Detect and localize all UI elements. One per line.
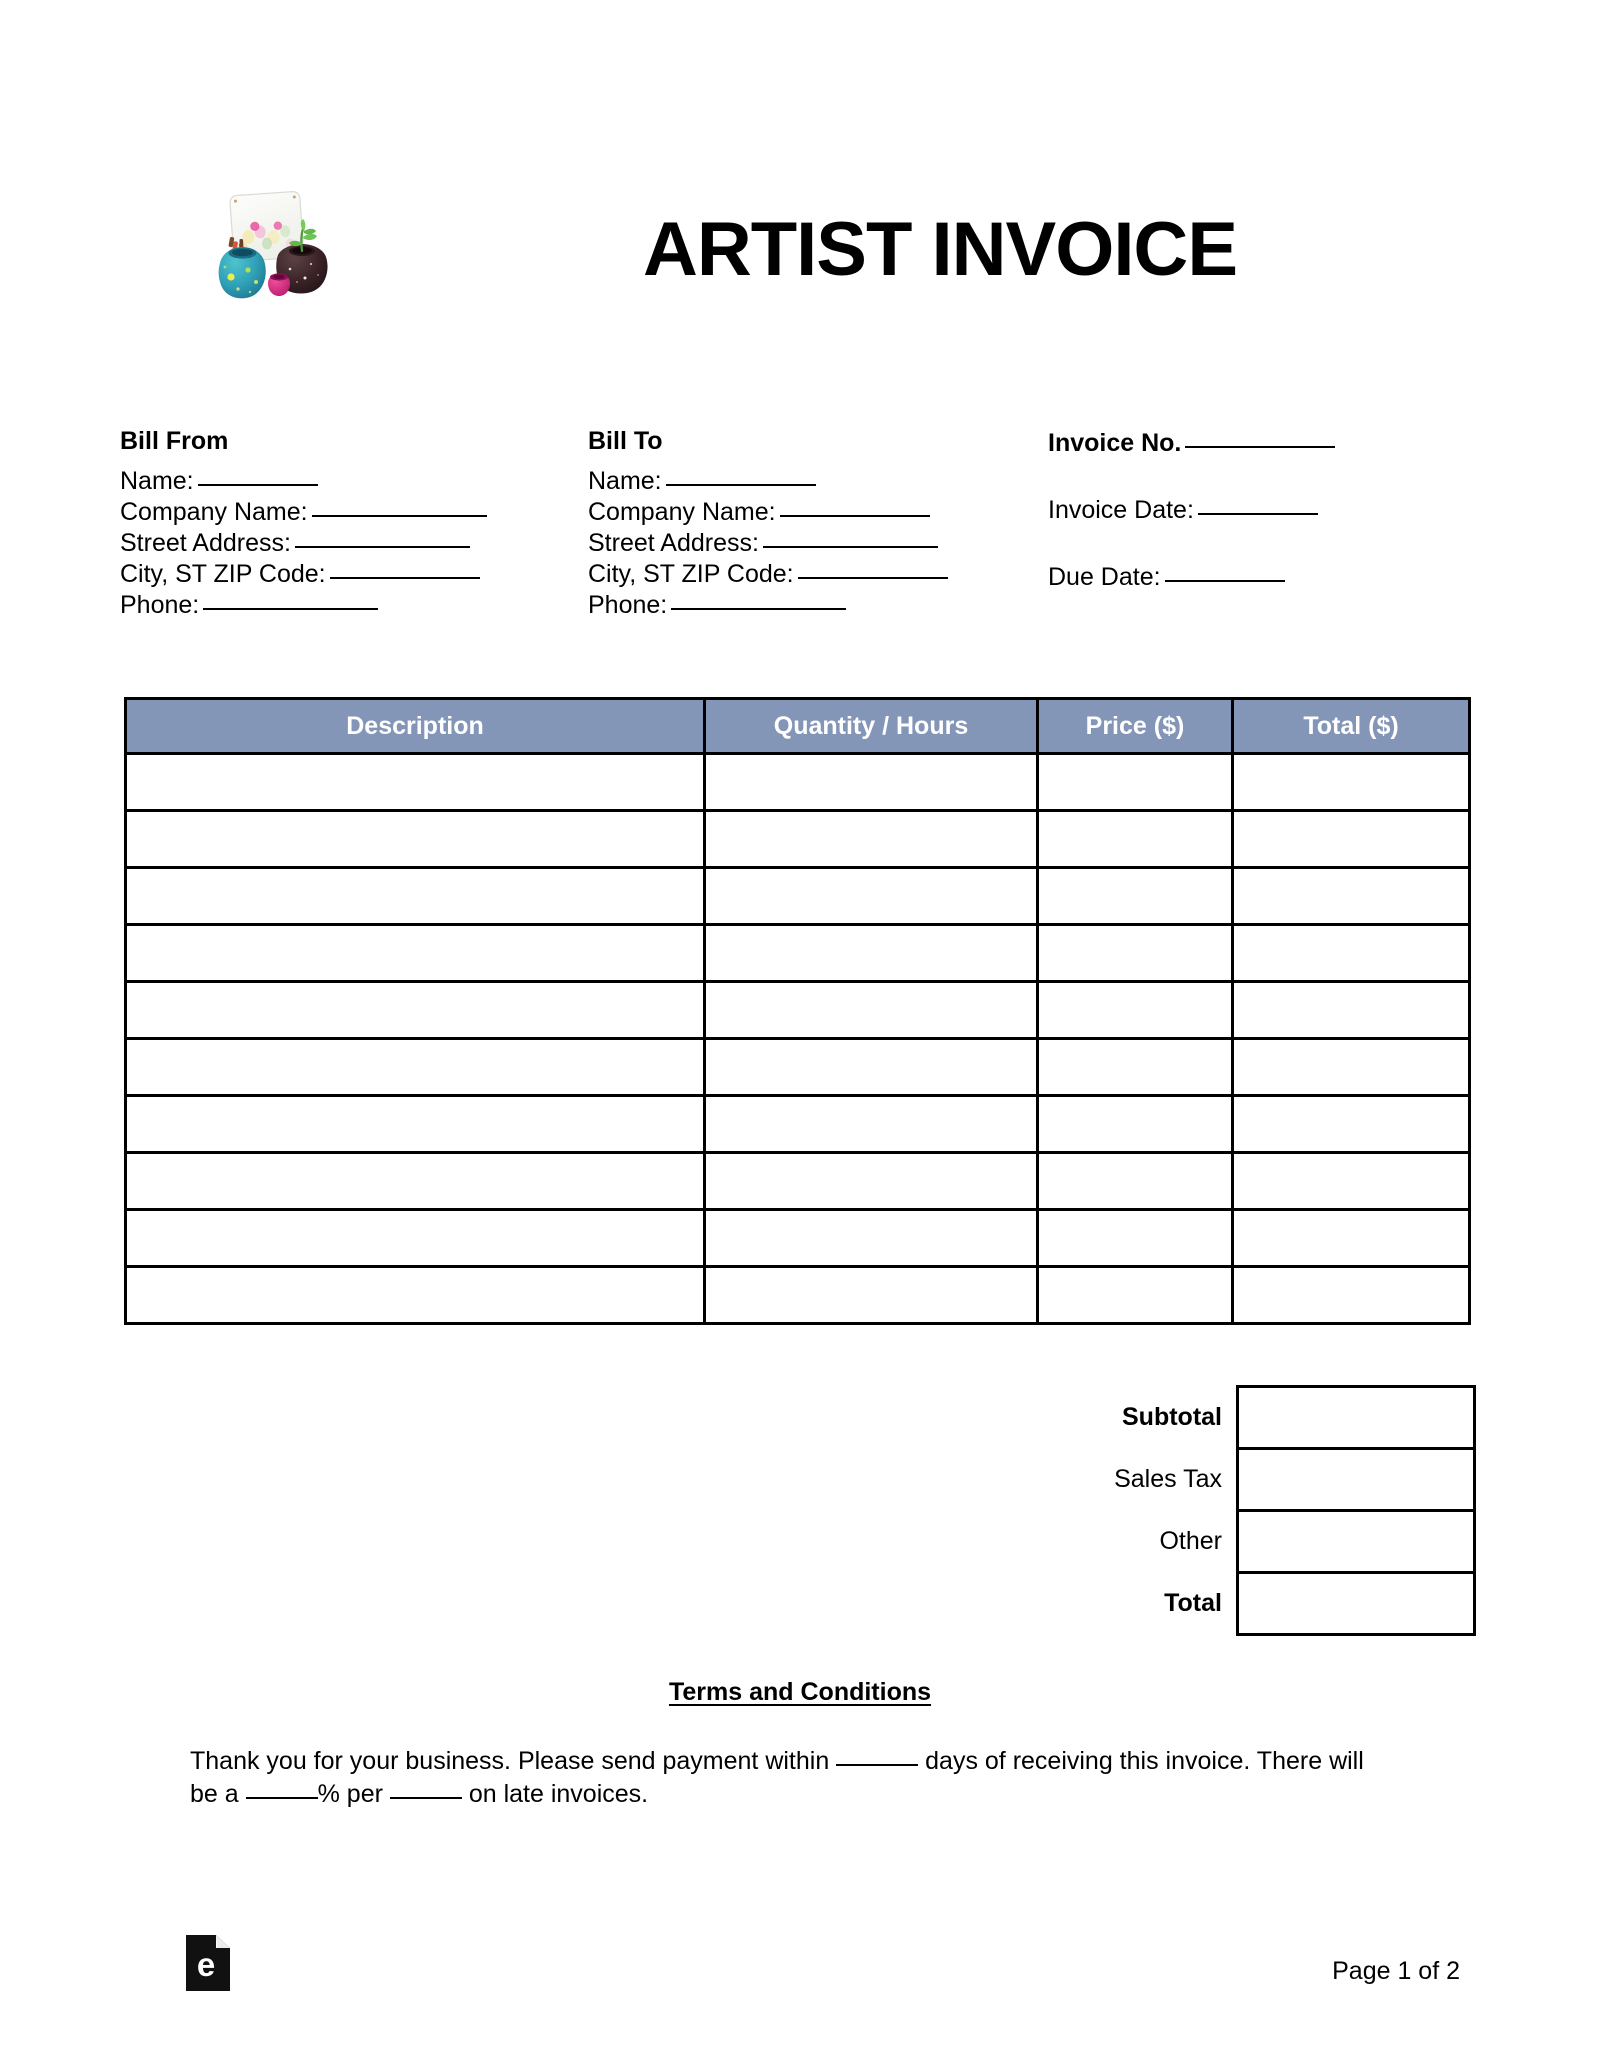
cell-total[interactable] (1233, 1267, 1470, 1324)
cell-description[interactable] (126, 925, 705, 982)
bill-to-street-row (588, 528, 1048, 559)
cell-price[interactable] (1038, 1153, 1233, 1210)
cell-price[interactable] (1038, 982, 1233, 1039)
bill-to-heading: Bill To (588, 427, 663, 455)
bill-from-street-label: Street Address: (120, 528, 291, 557)
invoice-number-label: Invoice No. (1048, 429, 1182, 457)
table-row (126, 754, 1470, 811)
document-header (0, 150, 1600, 320)
due-date-label: Due Date: (1048, 563, 1161, 591)
pottery-art-supplies-illustration-icon (178, 185, 358, 325)
cell-description[interactable] (126, 1210, 705, 1267)
invoice-meta-block (1048, 428, 1468, 629)
totals-value[interactable] (1238, 1387, 1475, 1449)
terms-days-input[interactable] (836, 1764, 918, 1766)
terms-period-input[interactable] (390, 1797, 462, 1799)
invoice-date-input[interactable] (1198, 513, 1318, 515)
bill-to-street-input[interactable] (763, 546, 938, 548)
terms-percent-input[interactable] (246, 1797, 318, 1799)
cell-total[interactable] (1233, 982, 1470, 1039)
cell-total[interactable] (1233, 1210, 1470, 1267)
bill-to-company-row (588, 497, 1048, 528)
table-row (126, 811, 1470, 868)
cell-description[interactable] (126, 1267, 705, 1324)
cell-total[interactable] (1233, 811, 1470, 868)
totals-value[interactable] (1238, 1449, 1475, 1511)
bill-from-block (120, 428, 570, 621)
line-items-table (124, 697, 1471, 1325)
totals-body (1030, 1387, 1475, 1635)
bill-from-company-input[interactable] (312, 515, 487, 517)
line-items-header-row (126, 699, 1470, 754)
table-row (126, 982, 1470, 1039)
bill-from-name-label: Name: (120, 466, 194, 495)
eforms-document-icon (186, 1935, 230, 1991)
cell-description[interactable] (126, 1096, 705, 1153)
totals-row (1030, 1573, 1475, 1635)
terms-line1-part-b: days of receiving this invoice. There (925, 1747, 1323, 1775)
cell-description[interactable] (126, 982, 705, 1039)
cell-price[interactable] (1038, 1096, 1233, 1153)
cell-price[interactable] (1038, 1039, 1233, 1096)
totals-label: Total (1164, 1589, 1222, 1617)
bill-from-company-row (120, 497, 570, 528)
cell-quantity[interactable] (705, 982, 1038, 1039)
bill-from-street-input[interactable] (295, 546, 470, 548)
bill-to-company-label: Company Name: (588, 497, 776, 526)
table-row (126, 1039, 1470, 1096)
bill-from-street-row (120, 528, 570, 559)
cell-description[interactable] (126, 868, 705, 925)
bill-from-phone-row (120, 590, 570, 621)
cell-description[interactable] (126, 1153, 705, 1210)
cell-price[interactable] (1038, 811, 1233, 868)
cell-price[interactable] (1038, 1267, 1233, 1324)
cell-description[interactable] (126, 811, 705, 868)
page-title: ARTIST INVOICE (642, 207, 1238, 292)
bill-to-phone-label: Phone: (588, 590, 668, 619)
bill-from-city-label: City, ST ZIP Code: (120, 559, 326, 588)
table-row (126, 1096, 1470, 1153)
bill-to-phone-row (588, 590, 1048, 621)
bill-to-block (588, 428, 1048, 621)
due-date-input[interactable] (1165, 580, 1285, 582)
bill-from-name-input[interactable] (198, 484, 318, 486)
bill-to-company-input[interactable] (780, 515, 930, 517)
due-date-row (1048, 562, 1468, 593)
cell-total[interactable] (1233, 1039, 1470, 1096)
terms-line2-part-a: will be a (190, 1747, 1364, 1808)
cell-quantity[interactable] (705, 1096, 1038, 1153)
eforms-logo-letter: e (196, 1946, 216, 1983)
totals-label: Other (1159, 1527, 1222, 1555)
terms-and-conditions-title: Terms and Conditions (668, 1678, 932, 1706)
cell-price[interactable] (1038, 925, 1233, 982)
table-row (126, 1267, 1470, 1324)
table-row (126, 1210, 1470, 1267)
totals-value[interactable] (1238, 1573, 1475, 1635)
totals-label: Sales Tax (1114, 1465, 1222, 1493)
column-header-quantity: Quantity / Hours (705, 699, 1038, 754)
terms-line1-part-a: Thank you for your business. Please send payment within (190, 1747, 830, 1775)
bill-to-city-input[interactable] (798, 577, 948, 579)
cell-total[interactable] (1233, 868, 1470, 925)
invoice-number-row (1048, 428, 1468, 459)
cell-quantity[interactable] (705, 868, 1038, 925)
cell-price[interactable] (1038, 868, 1233, 925)
bill-from-city-row (120, 559, 570, 590)
terms-and-conditions-body (190, 1745, 1390, 1811)
totals-row (1030, 1449, 1475, 1511)
bill-from-company-label: Company Name: (120, 497, 308, 526)
cell-total[interactable] (1233, 754, 1470, 811)
bill-to-street-label: Street Address: (588, 528, 759, 557)
cell-quantity[interactable] (705, 811, 1038, 868)
column-header-total: Total ($) (1233, 699, 1470, 754)
bill-from-phone-input[interactable] (203, 608, 378, 610)
cell-price[interactable] (1038, 754, 1233, 811)
column-header-price: Price ($) (1038, 699, 1233, 754)
cell-quantity[interactable] (705, 754, 1038, 811)
table-row (126, 925, 1470, 982)
line-items-body (126, 754, 1470, 1324)
bill-from-phone-label: Phone: (120, 590, 200, 619)
bill-from-city-input[interactable] (330, 577, 480, 579)
bill-from-name-row (120, 466, 570, 497)
bill-to-city-label: City, ST ZIP Code: (588, 559, 794, 588)
totals-label: Subtotal (1122, 1403, 1222, 1431)
cell-description[interactable] (126, 754, 705, 811)
totals-row (1030, 1511, 1475, 1573)
parties-section (0, 428, 1600, 628)
cell-total[interactable] (1233, 1096, 1470, 1153)
page-number: Page 1 of 2 (1332, 1957, 1460, 1985)
terms-line2-part-b: % per (317, 1780, 383, 1808)
totals-row (1030, 1387, 1475, 1449)
invoice-date-label: Invoice Date: (1048, 496, 1194, 524)
bill-from-heading: Bill From (120, 427, 229, 455)
table-row (126, 1153, 1470, 1210)
invoice-number-input[interactable] (1185, 446, 1335, 448)
cell-price[interactable] (1038, 1210, 1233, 1267)
bill-to-name-input[interactable] (666, 484, 816, 486)
terms-line2-part-c: on late invoices. (468, 1780, 649, 1808)
bill-to-city-row (588, 559, 1048, 590)
cell-description[interactable] (126, 1039, 705, 1096)
cell-quantity[interactable] (705, 1039, 1038, 1096)
column-header-description: Description (126, 699, 705, 754)
bill-to-name-row (588, 466, 1048, 497)
cell-total[interactable] (1233, 925, 1470, 982)
bill-to-name-label: Name: (588, 466, 662, 495)
cell-total[interactable] (1233, 1153, 1470, 1210)
invoice-date-row (1048, 495, 1468, 526)
cell-quantity[interactable] (705, 1210, 1038, 1267)
bill-to-phone-input[interactable] (671, 608, 846, 610)
totals-value[interactable] (1238, 1511, 1475, 1573)
totals-table (1030, 1385, 1476, 1636)
table-row (126, 868, 1470, 925)
cell-quantity[interactable] (705, 1153, 1038, 1210)
cell-quantity[interactable] (705, 1267, 1038, 1324)
cell-quantity[interactable] (705, 925, 1038, 982)
